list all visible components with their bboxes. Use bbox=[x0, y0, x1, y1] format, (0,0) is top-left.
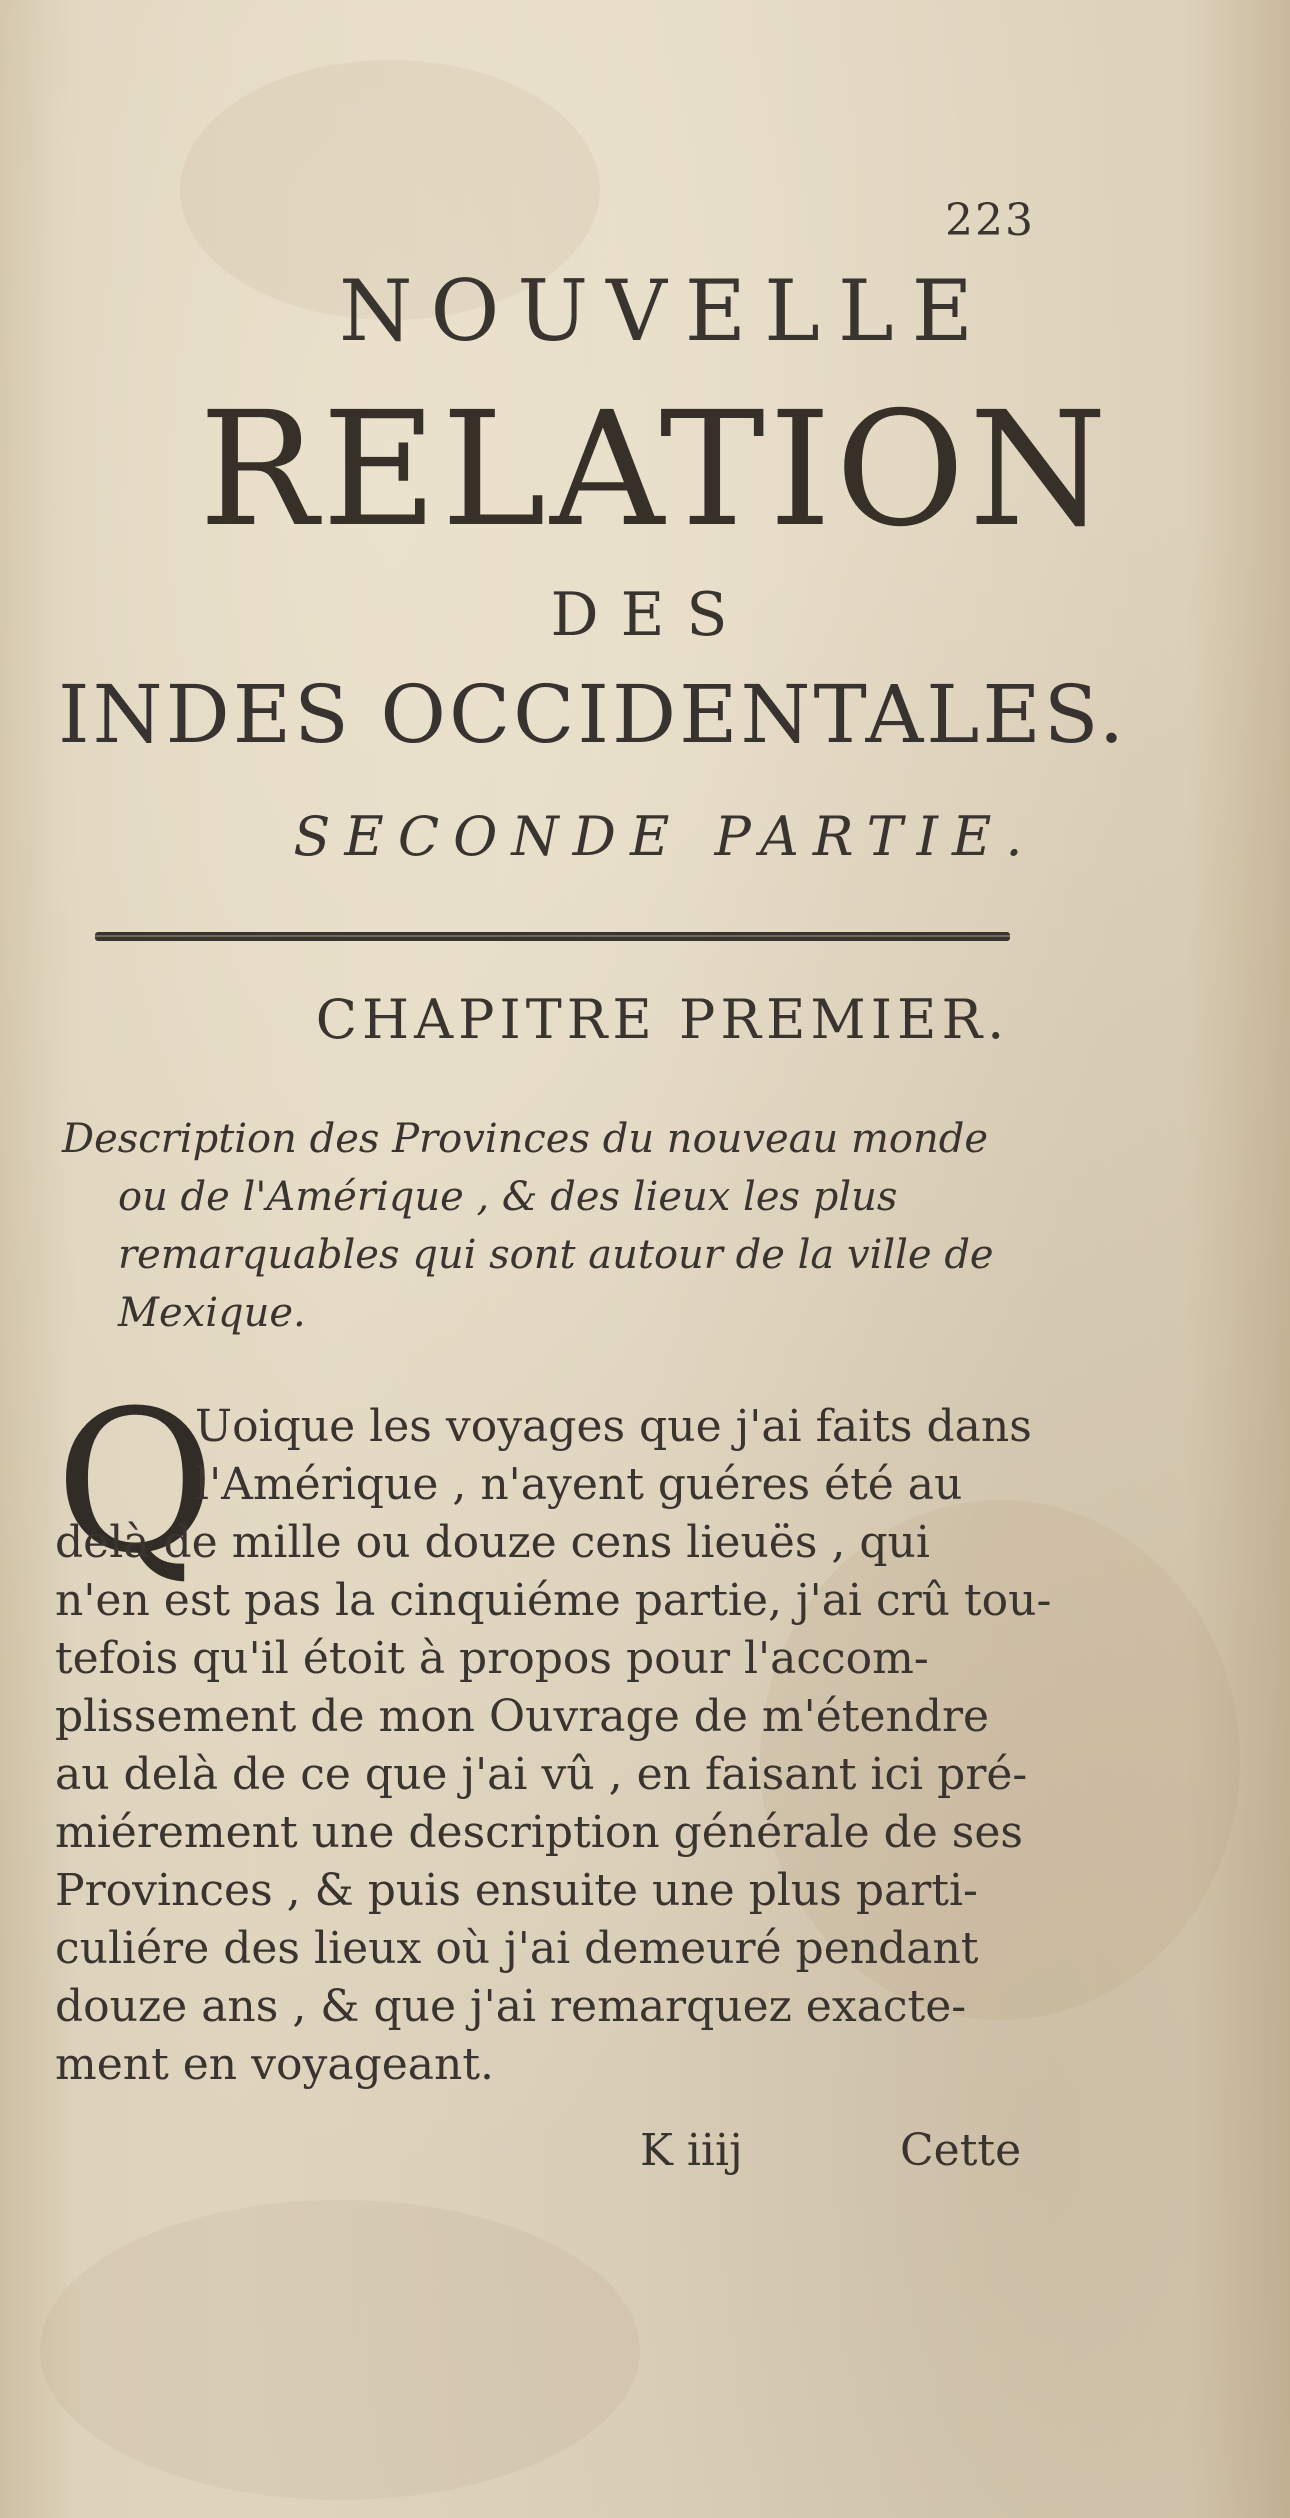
summary-line: ou de l'Amérique , & des lieux les plus bbox=[118, 1174, 898, 1220]
body-text-line: tefois qu'il étoit à propos pour l'accom- bbox=[55, 1633, 929, 1684]
chapter-heading: CHAPITRE PREMIER. bbox=[315, 988, 1010, 1051]
page-number: 223 bbox=[945, 195, 1035, 246]
chapter-summary-continuation bbox=[118, 1168, 994, 1342]
signature-mark: K iiij bbox=[640, 2125, 743, 2176]
body-text-line: plissement de mon Ouvrage de m'étendre bbox=[55, 1691, 990, 1742]
body-text-line: douze ans , & que j'ai remarquez exacte- bbox=[55, 1981, 967, 2032]
body-text-line: delà de mille ou douze cens lieuës , qui bbox=[55, 1517, 930, 1568]
paper-stain bbox=[40, 2200, 640, 2500]
drop-cap: Q bbox=[55, 1369, 216, 1597]
body-text-line: ment en voyageant. bbox=[55, 2039, 495, 2090]
horizontal-rule bbox=[95, 932, 1010, 941]
body-text-line: n'en est pas la cinquiéme partie, j'ai crû tou- bbox=[55, 1575, 1052, 1626]
title-line-indes-occidentales: INDES OCCIDENTALES. bbox=[58, 668, 1128, 761]
title-line-des: DES bbox=[550, 580, 750, 650]
summary-line: Description des Provinces du nouveau monde bbox=[62, 1116, 989, 1162]
catchword: Cette bbox=[900, 2125, 1022, 2176]
part-heading: SECONDE PARTIE. bbox=[293, 805, 1037, 868]
body-text-line: Provinces , & puis ensuite une plus parti- bbox=[55, 1865, 978, 1916]
body-text-line: miérement une description générale de ses bbox=[55, 1807, 1023, 1858]
body-text-line: l'Amérique , n'ayent guéres été au bbox=[195, 1459, 963, 1510]
title-line-relation: RELATION bbox=[198, 378, 1112, 562]
body-text-line: au delà de ce que j'ai vû , en faisant ici pré- bbox=[55, 1749, 1028, 1800]
body-text-line: Uoique les voyages que j'ai faits dans bbox=[195, 1401, 1032, 1452]
summary-line: Mexique. bbox=[118, 1290, 306, 1336]
body-text-line: culiére des lieux où j'ai demeuré pendant bbox=[55, 1923, 979, 1974]
title-line-nouvelle: NOUVELLE bbox=[338, 262, 992, 360]
summary-line: remarquables qui sont autour de la ville de bbox=[118, 1232, 994, 1278]
chapter-summary-first-line bbox=[62, 1110, 988, 1168]
